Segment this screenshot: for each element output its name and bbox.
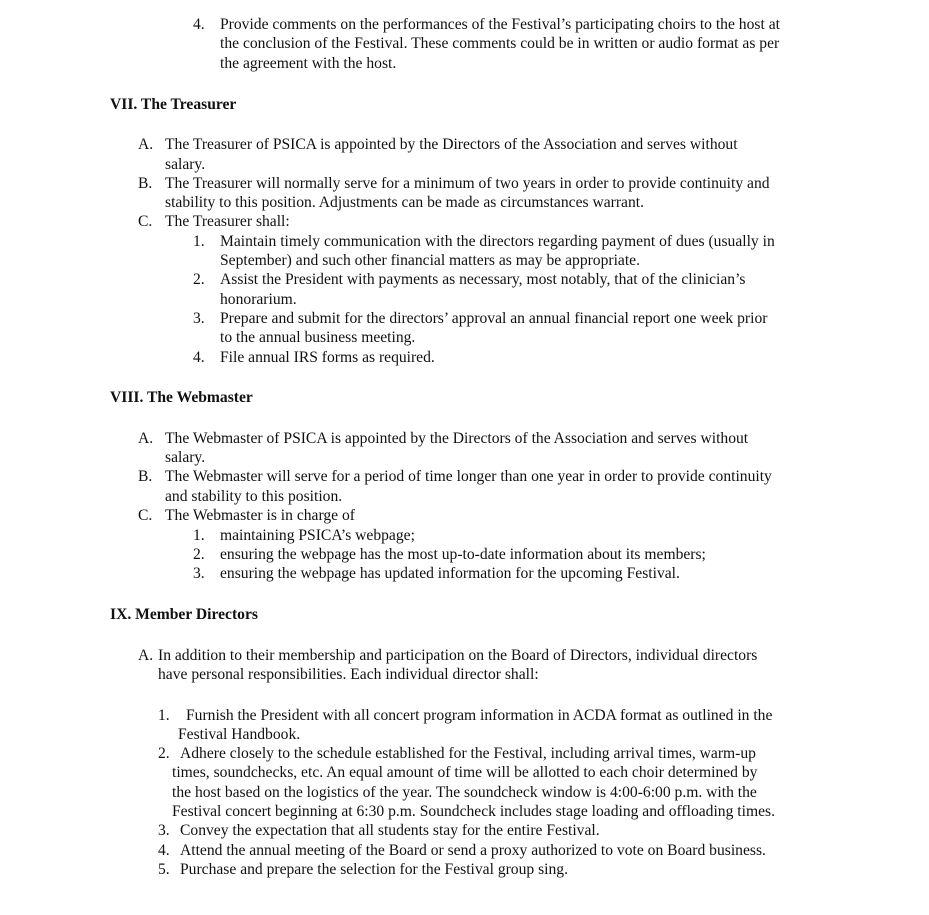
text-line: File annual IRS forms as required.	[220, 349, 435, 366]
text-line: the host based on the logistics of the year. The soundcheck window is 4:00-6:00 p.m. with the	[172, 784, 757, 801]
list-marker: 4.	[158, 842, 170, 859]
text-line: The Treasurer will normally serve for a minimum of two years in order to provide continuity and	[165, 175, 770, 192]
list-marker: A.	[138, 430, 154, 447]
text-line: Prepare and submit for the directors’ approval an annual financial report one week prior	[220, 310, 768, 327]
text-line: The Webmaster is in charge of	[165, 507, 355, 524]
text-line: salary.	[165, 449, 206, 466]
list-marker: 4.	[193, 349, 205, 366]
list-marker: B.	[138, 468, 153, 485]
list-marker: 5.	[158, 861, 170, 878]
section-heading: IX. Member Directors	[110, 606, 258, 623]
text-line: Maintain timely communication with the directors regarding payment of dues (usually in	[220, 233, 775, 250]
text-line: stability to this position. Adjustments can be made as circumstances warrant.	[165, 194, 644, 211]
text-line: and stability to this position.	[165, 488, 343, 505]
section-heading: VII. The Treasurer	[110, 96, 237, 113]
list-marker: 1.	[158, 707, 170, 724]
list-marker: A.	[138, 136, 154, 153]
text-line: have personal responsibilities. Each individual director shall:	[158, 666, 539, 683]
text-line: In addition to their membership and participation on the Board of Directors, individual directors	[158, 647, 758, 664]
text-line: ensuring the webpage has the most up-to-date information about its members;	[220, 546, 706, 563]
text-line: to the annual business meeting.	[220, 329, 416, 346]
list-marker: C.	[138, 213, 153, 230]
text-line: Festival concert beginning at 6:30 p.m. Soundcheck includes stage loading and offloading times.	[172, 803, 775, 820]
list-marker: 1.	[193, 527, 205, 544]
text-line: Festival Handbook.	[178, 726, 301, 743]
list-marker: 1.	[193, 233, 205, 250]
list-marker: 3.	[158, 822, 170, 839]
text-line: Purchase and prepare the selection for the Festival group sing.	[180, 861, 568, 878]
text-line: Adhere closely to the schedule established for the Festival, including arrival times, warm-up	[180, 745, 756, 762]
list-marker: 4.	[193, 16, 205, 33]
text-line: the agreement with the host.	[220, 55, 397, 72]
list-marker: 2.	[193, 546, 205, 563]
text-line: maintaining PSICA’s webpage;	[220, 527, 415, 544]
list-marker: B.	[138, 175, 153, 192]
list-marker: 3.	[193, 310, 205, 327]
text-line: The Webmaster will serve for a period of time longer than one year in order to provide continuity	[165, 468, 772, 485]
list-marker: 3.	[193, 565, 205, 582]
list-marker: 2.	[158, 745, 170, 762]
list-marker: C.	[138, 507, 153, 524]
text-line: honorarium.	[220, 291, 297, 308]
text-line: times, soundchecks, etc. An equal amount of time will be allotted to each choir determined by	[172, 764, 758, 781]
text-line: Provide comments on the performances of the Festival’s participating choirs to the host at	[220, 16, 780, 33]
text-line: Attend the annual meeting of the Board or send a proxy authorized to vote on Board business.	[180, 842, 766, 859]
text-line: the conclusion of the Festival. These comments could be in written or audio format as per	[220, 35, 780, 52]
text-line: September) and such other financial matters as may be appropriate.	[220, 252, 641, 269]
text-line: The Webmaster of PSICA is appointed by the Directors of the Association and serves without	[165, 430, 749, 447]
text-line: Furnish the President with all concert program information in ACDA format as outlined in the	[186, 707, 773, 724]
text-line: Assist the President with payments as necessary, most notably, that of the clinician’s	[220, 271, 746, 288]
section-heading: VIII. The Webmaster	[110, 389, 253, 406]
text-line: The Treasurer shall:	[165, 213, 290, 230]
list-marker: 2.	[193, 271, 205, 288]
list-marker: A.	[138, 647, 154, 664]
text-line: The Treasurer of PSICA is appointed by the Directors of the Association and serves without	[165, 136, 738, 153]
text-line: Convey the expectation that all students stay for the entire Festival.	[180, 822, 600, 839]
text-line: ensuring the webpage has updated information for the upcoming Festival.	[220, 565, 680, 582]
text-line: salary.	[165, 156, 206, 173]
